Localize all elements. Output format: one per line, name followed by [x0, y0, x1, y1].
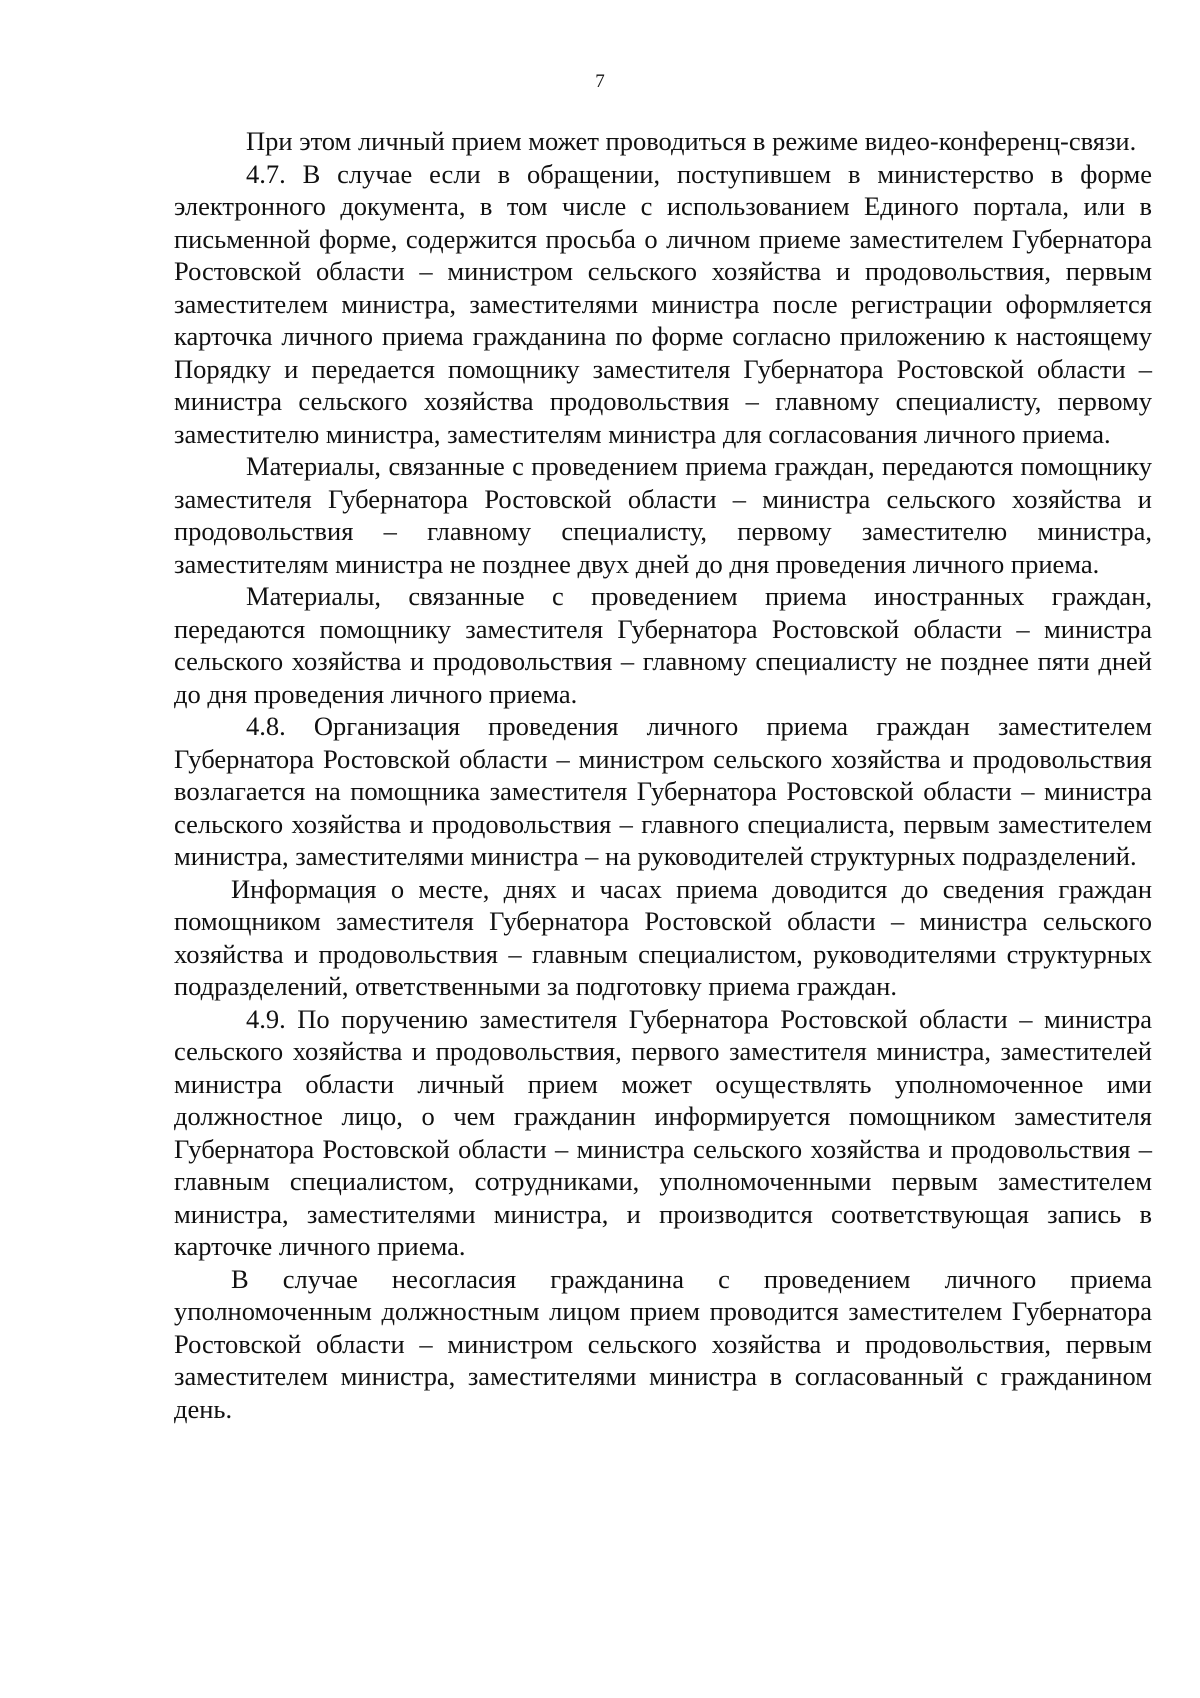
- paragraph-materials-citizens: Материалы, связанные с проведением приема граждан, передаются помощнику заместителя Губернатора Ростовской области – министра сельского хозяйства и продовольствия – главному специалисту, первому заместителю министра, заместителям министра не позднее двух дней до дня проведения личного приема.: [174, 451, 1152, 579]
- page-number: 7: [595, 71, 605, 92]
- paragraph-materials-foreign-citizens: Материалы, связанные с проведением приема иностранных граждан, передаются помощнику заместителя Губернатора Ростовской области – министра сельского хозяйства и продовольствия – главному специалисту не позднее пяти дней до дня проведения личного приема.: [174, 581, 1152, 709]
- paragraph-disagreement: В случае несогласия гражданина с проведением личного приема уполномоченным должностным лицом прием проводится заместителем Губернатора Ростовской области – министром сельского хозяйства и продовольствия, первым заместителем министра, заместителями министра в согласованный с гражданином день.: [174, 1263, 1152, 1424]
- paragraph-reception-info: Информация о месте, днях и часах приема доводится до сведения граждан помощником заместителя Губернатора Ростовской области – министра сельского хозяйства и продовольствия – главным специалистом, руководителями структурных подразделений, ответственными за подготовку приема граждан.: [174, 873, 1152, 1001]
- paragraph-4-7: 4.7. В случае если в обращении, поступившем в министерство в форме электронного документа, в том числе с использованием Единого портала, или в письменной форме, содержится просьба о личном приеме заместителем Губернатора Ростовской области – министром сельского хозяйства и продовольствия, первым заместителем министра, заместителями министра после регистрации оформляется карточка личного приема гражданина по форме согласно приложению к настоящему Порядку и передается помощнику заместителя Губернатора Ростовской области – министра сельского хозяйства продовольствия – главному специалисту, первому заместителю министра, заместителям министра для согласования личного приема.: [174, 158, 1152, 449]
- paragraph-4-9: 4.9. По поручению заместителя Губернатора Ростовской области – министра сельского хозяйства и продовольствия, первого заместителя министра, заместителей министра области личный прием может осуществлять уполномоченное ими должностное лицо, о чем гражданин информируется помощником заместителя Губернатора Ростовской области – министра сельского хозяйства и продовольствия – главным специалистом, сотрудниками, уполномоченными первым заместителем министра, заместителями министра, и производится соответствующая запись в карточке личного приема.: [174, 1003, 1152, 1261]
- document-body: [174, 125, 1152, 1425]
- paragraph-4-8: 4.8. Организация проведения личного приема граждан заместителем Губернатора Ростовской области – министром сельского хозяйства и продовольствия возлагается на помощника заместителя Губернатора Ростовской области – министра сельского хозяйства и продовольствия – главного специалиста, первым заместителем министра, заместителями министра – на руководителей структурных подразделений.: [174, 711, 1152, 871]
- paragraph-video-conference: При этом личный прием может проводиться в режиме видео-конференц-связи.: [246, 126, 1137, 156]
